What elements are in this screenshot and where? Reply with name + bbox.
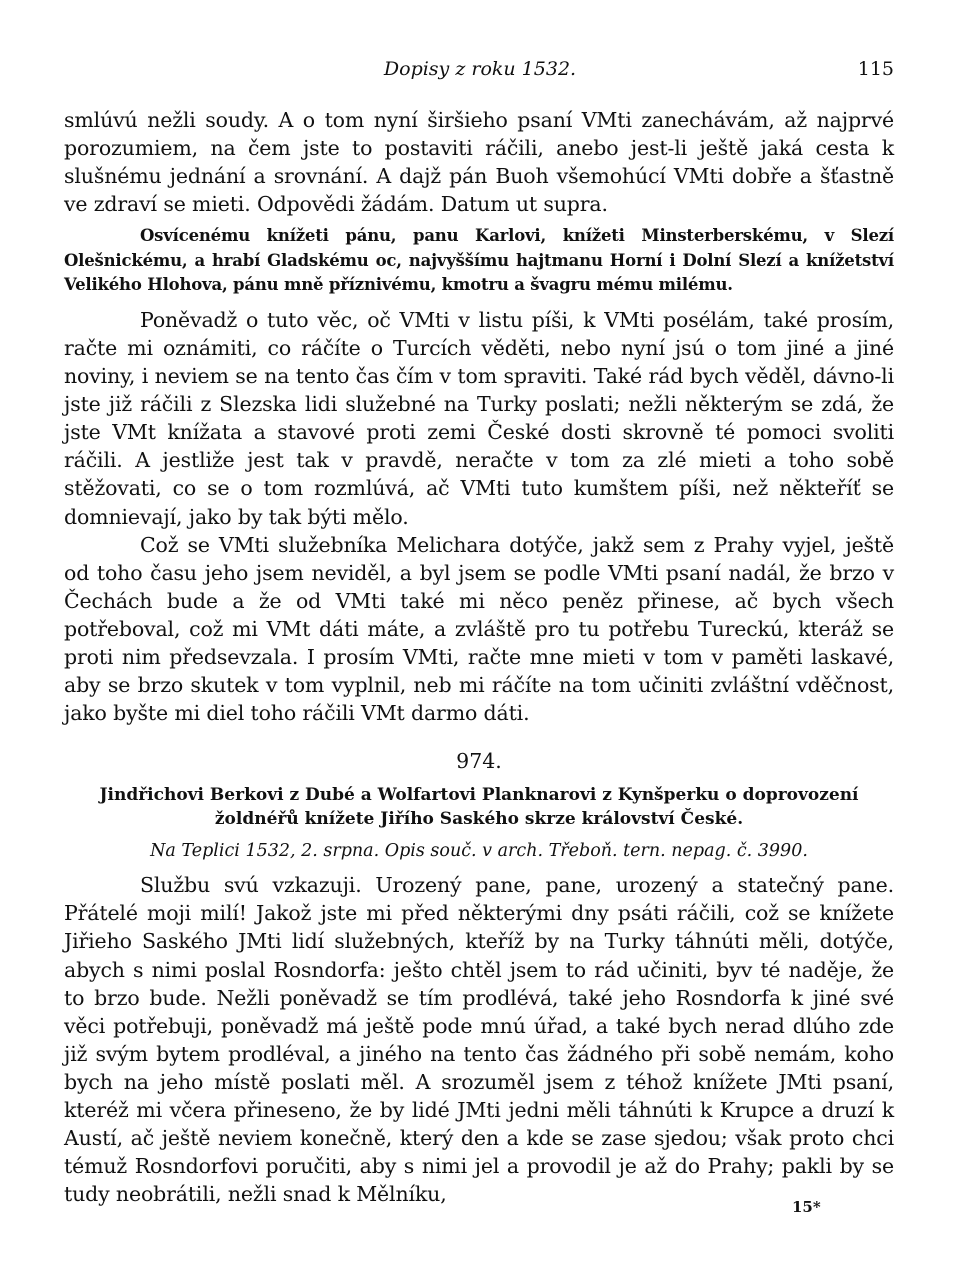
running-head <box>0 58 960 88</box>
document-source: Na Teplici 1532, 2. srpna. Opis souč. v arch. Třeboň. tern. nepag. č. 3990. <box>150 841 808 862</box>
text-block <box>64 106 894 1208</box>
page-number: 115 <box>857 58 894 80</box>
paragraph-letter-2: Což se VMti služebníka Melichara dotýče, jakž sem z Prahy vyjel, ještě od toho času jeho jsem neviděl, a byl jsem se podle VMti psaní nadál, že brzo v Čechách bude a že od VMti také mi něco peněz přinese, ač bych všech potřeboval, což mi VMt dáti máte, a zvláště pro tu potřebu Tureckú, kteráž se proti nim předsevzala. I prosím VMti, račte mne mieti v tom v paměti laskavé, aby se brzo skutek v tom vyplnil, neb mi ráčíte na tom učiniti zvláštní vděčnost, jako byšte mi diel toho ráčili VMt darmo dáti. <box>64 532 894 726</box>
letter-address: Osvícenému knížeti pánu, panu Karlovi, knížeti Minsterberskému, v Slezí Olešnickému, a hrabí Gladskému oc, najvyššímu hajtmanu Horní i Dolní Slezí a knížetství Velikého Hlohova, pánu mně příznivému, kmotru a švagru mému milému. <box>64 226 894 295</box>
document-number: 974. <box>456 749 502 774</box>
document-heading: Jindřichovi Berkovi z Dubé a Wolfartovi Planknarovi z Kynšperku o doprovození žoldnéřů knížete Jiřího Saského skrze království České. <box>99 785 859 830</box>
running-title: Dopisy z roku 1532. <box>383 58 577 80</box>
paragraph-letter-1: Poněvadž o tuto věc, oč VMti v listu píši, k VMti posélám, také prosím, račte mi oznámiti, co ráčíte o Turcích věděti, nebo nyní jsú o tom jiné a jiné noviny, i neviem se na tento čas čím v tom spraviti. Také rád bych věděl, dávno-li jste již ráčili z Slezska lidi služebné na Turky poslati; nežli některým se zdá, že jste VMt knížata a stavové proti zemi České dosti skrovně té pomoci svoliti ráčili. A jestliže jest tak v pravdě, neračte v tom za zlé mieti a toho sobě stěžovati, co se o tom rozmlúvá, ač VMti tuto kumštem píši, než někteříť se domnievají, jako by tak býti mělo. <box>64 307 894 529</box>
signature-mark: 15* <box>792 1198 821 1216</box>
paragraph-continuation: smlúvú nežli soudy. A o tom nyní širšieho psaní VMti zanechávám, až najprvé porozumiem, na čem jste to postaviti ráčili, anebo jest-li ještě jaká cesta k slušnému jednání a srovnání. A dajž pán Buoh všemohúcí VMti dobře a šťastně ve zdraví se mieti. Odpovědi žádám. Datum ut supra. <box>64 108 894 217</box>
paragraph-document-body: Službu svú vzkazuji. Urozený pane, pane, urozený a statečný pane. Přátelé moji milí! Jakož jste mi před některými dny psáti ráčili, což se knížete Jiřieho Saského JMti lidí služebných, kteříž by na Turky táhnúti měli, dotýče, abych s nimi poslal Rosndorfa: ješto chtěl jsem to rád učiniti, byv té naděje, že to brzo bude. Nežli poněvadž se tím prodlévá, také jeho Rosndorfa k jiné své věci potřebuji, poněvadž má ještě pode mnú úřad, a také bych nerad dlúho zde již svým bytem prodléval, a jiného na tento čas žádného při sobě nemám, koho bych na jeho místě poslati měl. A srozuměl jsem z téhož knížete JMti psaní, kteréž mi včera přineseno, že by lidé JMti jedni měli táhnúti k Krupce a druzí k Austí, ač ještě neviem konečně, který den a kde se zase sjedou; však proto chci témuž Rosndorfovi poručiti, aby s nimi jel a provodil je až do Prahy; pakli by se tudy neobrátili, nežli snad k Mělníku, <box>64 873 894 1207</box>
